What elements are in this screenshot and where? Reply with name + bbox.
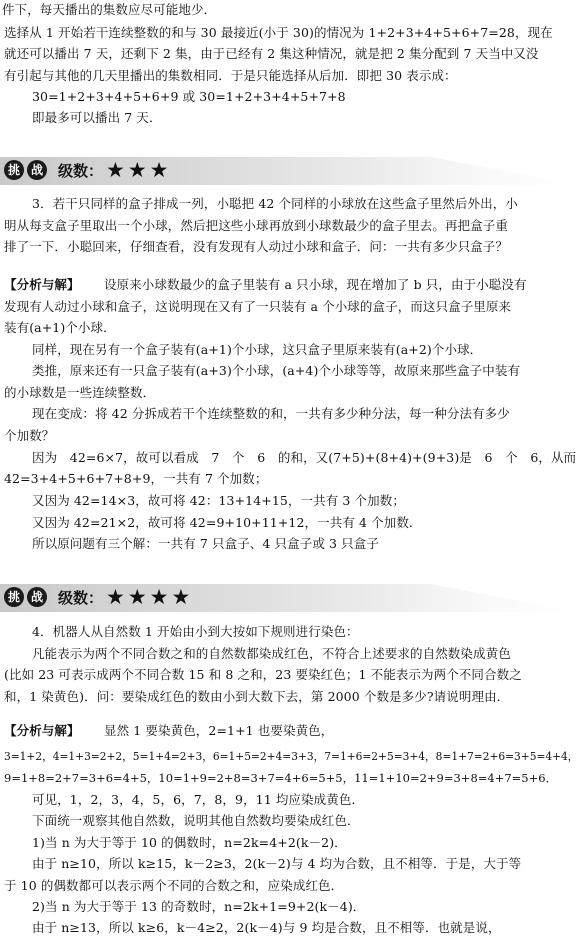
question-line: 3．若干只同样的盒子排成一列，小聪把 42 个同样的小球放在这些盒子里然后外出，小: [32, 196, 518, 211]
level-label: 级数：: [58, 162, 104, 180]
challenge-badge-icon: 挑: [4, 587, 24, 607]
text-line: 即最多可以播出 7 天．: [32, 110, 162, 125]
text-line: 就还可以播出 7 天，还剩下 2 集，由于已经有 2 集这种情况，就是把 2 集分配到 7 天当中又没: [4, 46, 539, 61]
answer-line: 2)当 n 为大于等于 13 的奇数时，n=2k+1=9+2(k－4)．: [32, 899, 366, 914]
question-line: 明从每支盒子里取出一个小球，然后把这些小球再放到小球数最少的盒子里去。再把盒子重: [4, 218, 509, 233]
question-line: 凡能表示为两个不同合数之和的自然数都染成红色，不符合上述要求的自然数染成黄色: [32, 646, 511, 661]
difficulty-stars-icon: ★★★★: [106, 585, 194, 609]
level-label: 级数：: [58, 589, 104, 607]
formula-line: 9=1+8=2+7=3+6=4+5，10=1+9=2+8=3+7=4+6=5+5，11=1+10=2+9=3+8=4+7=5+6．: [4, 771, 558, 785]
answer-line: 显然 1 要染黄色，2=1+1 也要染黄色，: [104, 723, 334, 738]
answer-line: 下面统一观察其他自然数，说明其他自然数均要染成红色．: [32, 813, 360, 828]
analysis-label: 【分析与解】: [4, 723, 80, 738]
answer-line: 装有(a+1)个小球．: [4, 320, 116, 335]
analysis-label: 【分析与解】: [4, 277, 80, 292]
challenge-level-banner: [0, 157, 580, 185]
answer-line: 又因为 42=14×3，故可将 42：13+14+15，一共有 3 个加数；: [32, 493, 405, 508]
answer-line: 因为 42=6×7，故可以看成 7 个 6 的和，又(7+5)+(8+4)+(9+3)是 6 个 6，从而: [32, 450, 577, 465]
answer-line: 由于 n≥13，所以 k≥6，k－4≥2，2(k－4)与 9 均是合数，且不相等．也就是说，: [32, 920, 501, 935]
challenge-badge-icon: 战: [27, 160, 47, 180]
answer-line: 的小球数是一些连续整数．: [4, 385, 156, 400]
answer-line: 发现有人动过小球和盒子，这说明现在又有了一只装有 a 个小球的盒子，而这只盒子里原来: [4, 299, 512, 314]
text-line: 件下，每天播出的集数应尽可能地少．: [2, 2, 217, 17]
answer-line: 同样，现在另有一个盒子装有(a+1)个小球，这只盒子里原来装有(a+2)个小球．: [32, 342, 483, 357]
challenge-badge-icon: 战: [27, 587, 47, 607]
text-line: 有引起与其他的几天里播出的集数相同．于是只能选择从后加．即把 30 表示成：: [4, 68, 457, 83]
question-line: 和，1 染黄色)．问：要染成红色的数由小到大数下去，第 2000 个数是多少?请说明理由．: [4, 689, 510, 704]
text-line: 选择从 1 开始若干连续整数的和与 30 最接近(小于 30)的情况为 1+2+3+4+5+6+7=28，现在: [4, 25, 553, 40]
answer-line: 类推，原来还有一只盒子装有(a+3)个小球，(a+4)个小球等等，故原来那些盒子中装有: [32, 363, 521, 378]
answer-line: 又因为 42=21×2，故可将 42=9+10+11+12，一共有 4 个加数．: [32, 515, 422, 530]
answer-line: 现在变成：将 42 分拆成若干个连续整数的和，一共有多少种分法，每一种分法有多少: [32, 406, 510, 421]
question-line: 4．机器人从自然数 1 开始由小到大按如下规则进行染色：: [32, 624, 359, 639]
challenge-badge-icon: 挑: [4, 160, 24, 180]
answer-line: 由于 n≥10，所以 k≥15，k－2≥3，2(k－2)与 4 均为合数，且不相等．于是，大于等: [32, 856, 522, 871]
answer-line: 1)当 n 为大于等于 10 的偶数时，n=2k=4+2(k－2)．: [32, 835, 347, 850]
question-line: 排了一下．小聪回来，仔细查看，没有发现有人动过小球和盒子．问：一共有多少只盒子？: [4, 239, 509, 254]
answer-line: 设原来小球数最少的盒子里装有 a 只小球，现在增加了 b 只，由于小聪没有: [104, 277, 527, 292]
question-line: (比如 23 可表示成两个不同合数 15 和 8 之和，23 要染红色；1 不能表示为两个不同合数之: [4, 667, 522, 682]
answer-line: 于 10 的偶数都可以表示两个不同的合数之和，应染成红色．: [4, 878, 344, 893]
answer-line: 42=3+4+5+6+7+8+9，一共有 7 个加数；: [4, 471, 268, 486]
difficulty-stars-icon: ★★★: [106, 158, 172, 182]
answer-line: 所以原问题有三个解：一共有 7 只盒子、4 只盒子或 3 只盒子: [32, 536, 379, 551]
answer-line: 可见，1，2，3，4，5，6，7，8，9，11 均应染成黄色．: [32, 792, 365, 807]
formula-line: 3=1+2，4=1+3=2+2，5=1+4=2+3，6=1+5=2+4=3+3，7=1+6=2+5=3+4，8=1+7=2+6=3+5=4+4，: [4, 749, 579, 763]
challenge-level-banner: [0, 584, 580, 612]
answer-line: 个加数？: [4, 428, 55, 443]
formula-line: 30=1+2+3+4+5+6+9 或 30=1+2+3+4+5+7+8: [32, 89, 346, 104]
